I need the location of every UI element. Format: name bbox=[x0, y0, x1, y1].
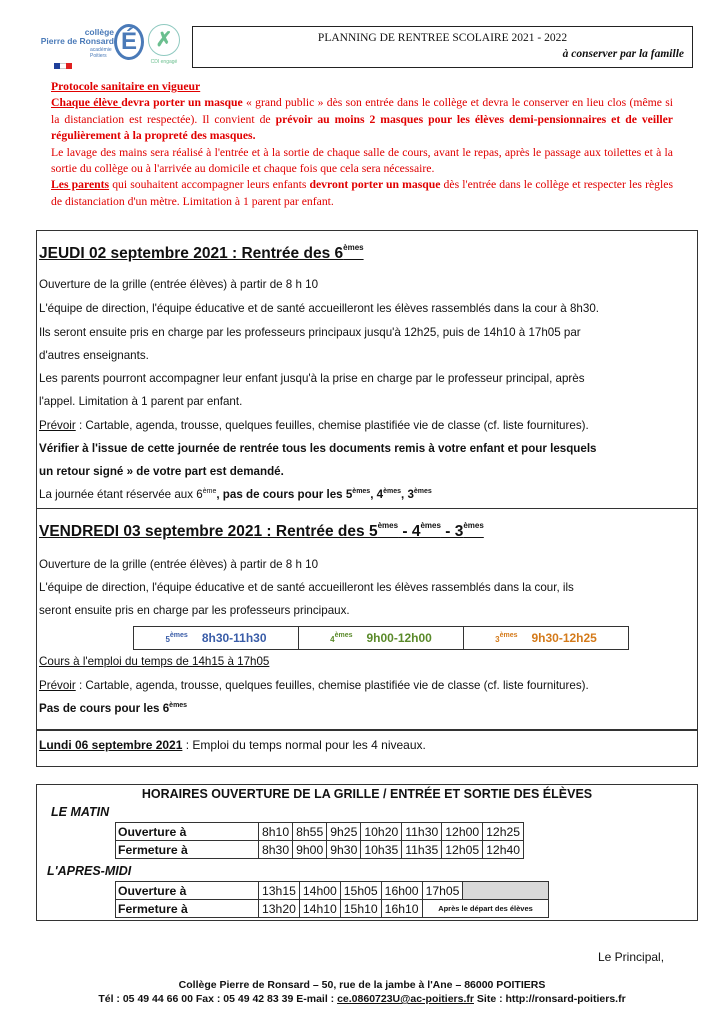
morning-label: LE MATIN bbox=[51, 805, 110, 819]
protocol-p1-d: prévoir au moins 2 masques pour les élèves demi-pensionnaires et de veiller régulièrement à la propreté des masques. bbox=[51, 112, 673, 143]
level-number: 3 bbox=[495, 635, 500, 644]
section-vendredi bbox=[36, 508, 698, 730]
jeudi-line-5: Les parents pourront accompagner leur enfant jusqu'à la prise en charge par le professeur principal, après bbox=[39, 372, 585, 385]
time-cell: 16h00 bbox=[381, 882, 422, 900]
afternoon-close-label: Fermeture à bbox=[116, 900, 259, 918]
time-cell: 16h10 bbox=[381, 900, 422, 918]
level-number: 5 bbox=[165, 635, 170, 644]
french-flag-icon bbox=[54, 56, 72, 62]
afternoon-open-label: Ouverture à bbox=[116, 882, 259, 900]
afternoon-label: L'APRES-MIDI bbox=[47, 864, 132, 878]
time-cell: 11h35 bbox=[402, 841, 442, 859]
page-subtitle: à conserver par la famille bbox=[562, 48, 684, 60]
jeudi-line-8: Vérifier à l'issue de cette journée de rentrée tous les documents remis à votre enfant et pour lesquels bbox=[39, 442, 597, 455]
time-cell: 8h55 bbox=[293, 823, 327, 841]
time-cell: 14h10 bbox=[299, 900, 340, 918]
vendredi-heading-b: - 4 bbox=[398, 523, 421, 540]
jeudi-line-9: un retour signé » de votre part est demandé. bbox=[39, 465, 284, 478]
jeudi-heading bbox=[39, 243, 364, 263]
time-cell: 10h35 bbox=[361, 841, 402, 859]
time-cell: 15h10 bbox=[340, 900, 381, 918]
time-cell: 15h05 bbox=[340, 882, 381, 900]
jeudi-l10-d: , 3 bbox=[401, 488, 414, 501]
level-time: 9h30-12h25 bbox=[531, 631, 597, 645]
cdi-logo-text: CDI engagé bbox=[150, 59, 178, 65]
time-cell: 9h30 bbox=[327, 841, 361, 859]
protocol-paragraph-parents bbox=[51, 177, 673, 210]
footer-address: Collège Pierre de Ronsard – 50, rue de la jambe à l'Ane – 86000 POITIERS bbox=[178, 979, 546, 991]
time-cell: 12h40 bbox=[483, 841, 524, 859]
college-e-logo-icon: É bbox=[114, 24, 144, 60]
section-lundi bbox=[36, 730, 698, 767]
time-cell: 8h10 bbox=[259, 823, 293, 841]
afternoon-close-row bbox=[116, 900, 549, 918]
afternoon-open-row bbox=[116, 882, 549, 900]
vendredi-line-6 bbox=[39, 702, 187, 715]
time-cell: 12h00 bbox=[442, 823, 483, 841]
level-cell-3eme bbox=[464, 627, 628, 649]
vendredi-prevoir-text: : Cartable, agenda, trousse, quelques feuilles, chemise plastifiée vie de classe (cf. liste fournitures). bbox=[75, 679, 589, 692]
protocol-p3-b: qui souhaitent accompagner leurs enfants bbox=[109, 178, 310, 192]
academie-line1: académie bbox=[90, 47, 112, 53]
footer-site: Site : http://ronsard-poitiers.fr bbox=[473, 993, 626, 1005]
lundi-line bbox=[39, 738, 426, 752]
section-jeudi bbox=[36, 230, 698, 508]
morning-close-label: Fermeture à bbox=[116, 841, 259, 859]
jeudi-line-7 bbox=[39, 419, 589, 432]
vendredi-line-5 bbox=[39, 679, 589, 692]
time-cell: 12h05 bbox=[442, 841, 483, 859]
level-number: 4 bbox=[330, 635, 335, 644]
time-cell: 9h00 bbox=[293, 841, 327, 859]
jeudi-line-3: Ils seront ensuite pris en charge par les professeurs principaux jusqu'à 12h25, puis de 14h10 à 17h05 par bbox=[39, 326, 581, 339]
signature: Le Principal, bbox=[598, 950, 665, 964]
college-logo-line2: Pierre de Ronsard bbox=[40, 36, 114, 46]
vendredi-l6-text: Pas de cours pour les 6 bbox=[39, 702, 170, 715]
title-box bbox=[192, 26, 693, 68]
schedule-title: HORAIRES OUVERTURE DE LA GRILLE / ENTRÉE ET SORTIE DES ÉLÈVES bbox=[141, 787, 593, 801]
jeudi-prevoir-text: : Cartable, agenda, trousse, quelques feuilles, chemise plastifiée vie de classe (cf. liste fournitures). bbox=[75, 419, 589, 432]
time-cell: 10h20 bbox=[361, 823, 402, 841]
vendredi-heading-sup3: èmes bbox=[463, 521, 484, 530]
footer-contact bbox=[0, 993, 724, 1005]
jeudi-l10-sup5: èmes bbox=[352, 488, 371, 495]
cdi-logo bbox=[146, 24, 182, 72]
level-time: 9h00-12h00 bbox=[366, 631, 432, 645]
gate-schedule bbox=[36, 784, 698, 921]
level-sup: èmes bbox=[334, 632, 353, 639]
lundi-text: : Emploi du temps normal pour les 4 niveaux. bbox=[182, 738, 426, 752]
jeudi-line-4: d'autres enseignants. bbox=[39, 349, 149, 362]
vendredi-heading-sup4: èmes bbox=[420, 521, 441, 530]
vendredi-line-2: L'équipe de direction, l'équipe éducative et de santé accueilleront les élèves rassemblés dans la cour, ils bbox=[39, 581, 574, 594]
morning-table bbox=[115, 822, 524, 859]
vendredi-prevoir-label: Prévoir bbox=[39, 679, 76, 692]
jeudi-line-6: l'appel. Limitation à 1 parent par enfant. bbox=[39, 395, 243, 408]
protocol-paragraph-masks bbox=[51, 95, 673, 144]
protocol-p3-c: devront porter un masque bbox=[309, 178, 441, 192]
jeudi-l10-sup4: èmes bbox=[383, 488, 401, 495]
time-cell: 14h00 bbox=[299, 882, 340, 900]
level-label bbox=[165, 632, 187, 644]
jeudi-l10-sup: ème bbox=[202, 488, 217, 495]
college-logo bbox=[32, 16, 142, 72]
morning-open-label: Ouverture à bbox=[116, 823, 259, 841]
time-cell: 12h25 bbox=[483, 823, 524, 841]
jeudi-heading-sup: èmes bbox=[343, 243, 364, 252]
close-note-cell: Après le départ des élèves bbox=[422, 900, 549, 918]
footer-email-link[interactable]: ce.0860723U@ac-poitiers.fr bbox=[337, 993, 474, 1005]
academie-text bbox=[90, 48, 112, 59]
protocol-heading: Protocole sanitaire en vigueur bbox=[51, 80, 201, 93]
protocol-paragraph-handwash: Le lavage des mains sera réalisé à l'entrée et à la sortie de chaque salle de cours, avant le repas, après le passage aux toilettes et à la sortie du collège ou à l'arrivée au domicile et chaque fois que cela sera nécessaire. bbox=[51, 145, 673, 176]
time-cell: 11h30 bbox=[402, 823, 442, 841]
vendredi-heading-a: VENDREDI 03 septembre 2021 : Rentrée des 5 bbox=[39, 523, 378, 540]
protocol-p1-c: « grand public » dès son entrée dans le collège et devra le conserver en lieu clos (même si la distanciation est respectée). Il convient de bbox=[51, 96, 674, 126]
level-sup: èmes bbox=[499, 632, 518, 639]
jeudi-prevoir-label: Prévoir bbox=[39, 419, 76, 432]
flag-red bbox=[66, 63, 72, 69]
vendredi-line-4: Cours à l'emploi du temps de 14h15 à 17h05 bbox=[39, 655, 270, 668]
college-logo-line1: collège bbox=[84, 27, 114, 37]
vendredi-l6-sup: èmes bbox=[169, 702, 188, 709]
time-cell: 17h05 bbox=[422, 882, 463, 900]
jeudi-heading-text: JEUDI 02 septembre 2021 : Rentrée des 6 bbox=[39, 245, 344, 262]
time-cell: 9h25 bbox=[327, 823, 361, 841]
jeudi-l10-b: , pas de cours pour les 5 bbox=[216, 488, 353, 501]
empty-gray-cell bbox=[463, 882, 549, 900]
level-label bbox=[330, 632, 352, 644]
protocol-p3-a: Les parents bbox=[51, 178, 110, 192]
jeudi-line-1: Ouverture de la grille (entrée élèves) à partir de 8 h 10 bbox=[39, 278, 319, 291]
level-time: 8h30-11h30 bbox=[201, 631, 267, 645]
afternoon-table bbox=[115, 881, 549, 918]
vendredi-heading-c: - 3 bbox=[440, 523, 464, 540]
jeudi-line-2: L'équipe de direction, l'équipe éducative et de santé accueilleront les élèves rassemblés dans la cour à 8h30. bbox=[39, 302, 599, 315]
vendredi-line-1: Ouverture de la grille (entrée élèves) à partir de 8 h 10 bbox=[39, 558, 319, 571]
time-cell: 8h30 bbox=[259, 841, 293, 859]
level-cell-5eme bbox=[134, 627, 299, 649]
levels-table bbox=[133, 626, 629, 650]
time-cell: 13h20 bbox=[259, 900, 300, 918]
college-logo-text bbox=[32, 28, 114, 46]
sanitary-protocol bbox=[51, 79, 673, 210]
footer-phone-fax: Tél : 05 49 44 66 00 Fax : 05 49 42 83 39 E-mail : bbox=[98, 993, 338, 1005]
protocol-p1-b: devra porter un masque bbox=[121, 96, 243, 110]
jeudi-l10-a: La journée étant réservée aux 6 bbox=[39, 488, 203, 501]
protocol-p1-a: Chaque élève bbox=[51, 96, 122, 110]
jeudi-l10-sup3: èmes bbox=[413, 488, 432, 495]
time-cell: 13h15 bbox=[259, 882, 300, 900]
vendredi-heading bbox=[39, 521, 484, 541]
level-label bbox=[495, 632, 517, 644]
level-cell-4eme bbox=[299, 627, 464, 649]
morning-open-row bbox=[116, 823, 524, 841]
vendredi-heading-sup5: èmes bbox=[377, 521, 399, 530]
cdi-logo-icon: ✗ bbox=[148, 24, 180, 56]
lundi-label: Lundi 06 septembre 2021 bbox=[39, 738, 183, 752]
jeudi-line-10 bbox=[39, 488, 432, 501]
level-sup: èmes bbox=[169, 632, 188, 639]
protocol-p3-d: dès l'entrée dans le collège et respecter les règles de distanciation d'un mètre. Limitation à 1 parent par enfant. bbox=[51, 178, 673, 208]
academie-line2: Poitiers bbox=[90, 52, 107, 59]
vendredi-line-3: seront ensuite pris en charge par les professeurs principaux. bbox=[39, 604, 350, 617]
page-title: PLANNING DE RENTREE SCOLAIRE 2021 - 2022 bbox=[317, 32, 568, 44]
jeudi-l10-c: , 4 bbox=[370, 488, 384, 501]
morning-close-row bbox=[116, 841, 524, 859]
